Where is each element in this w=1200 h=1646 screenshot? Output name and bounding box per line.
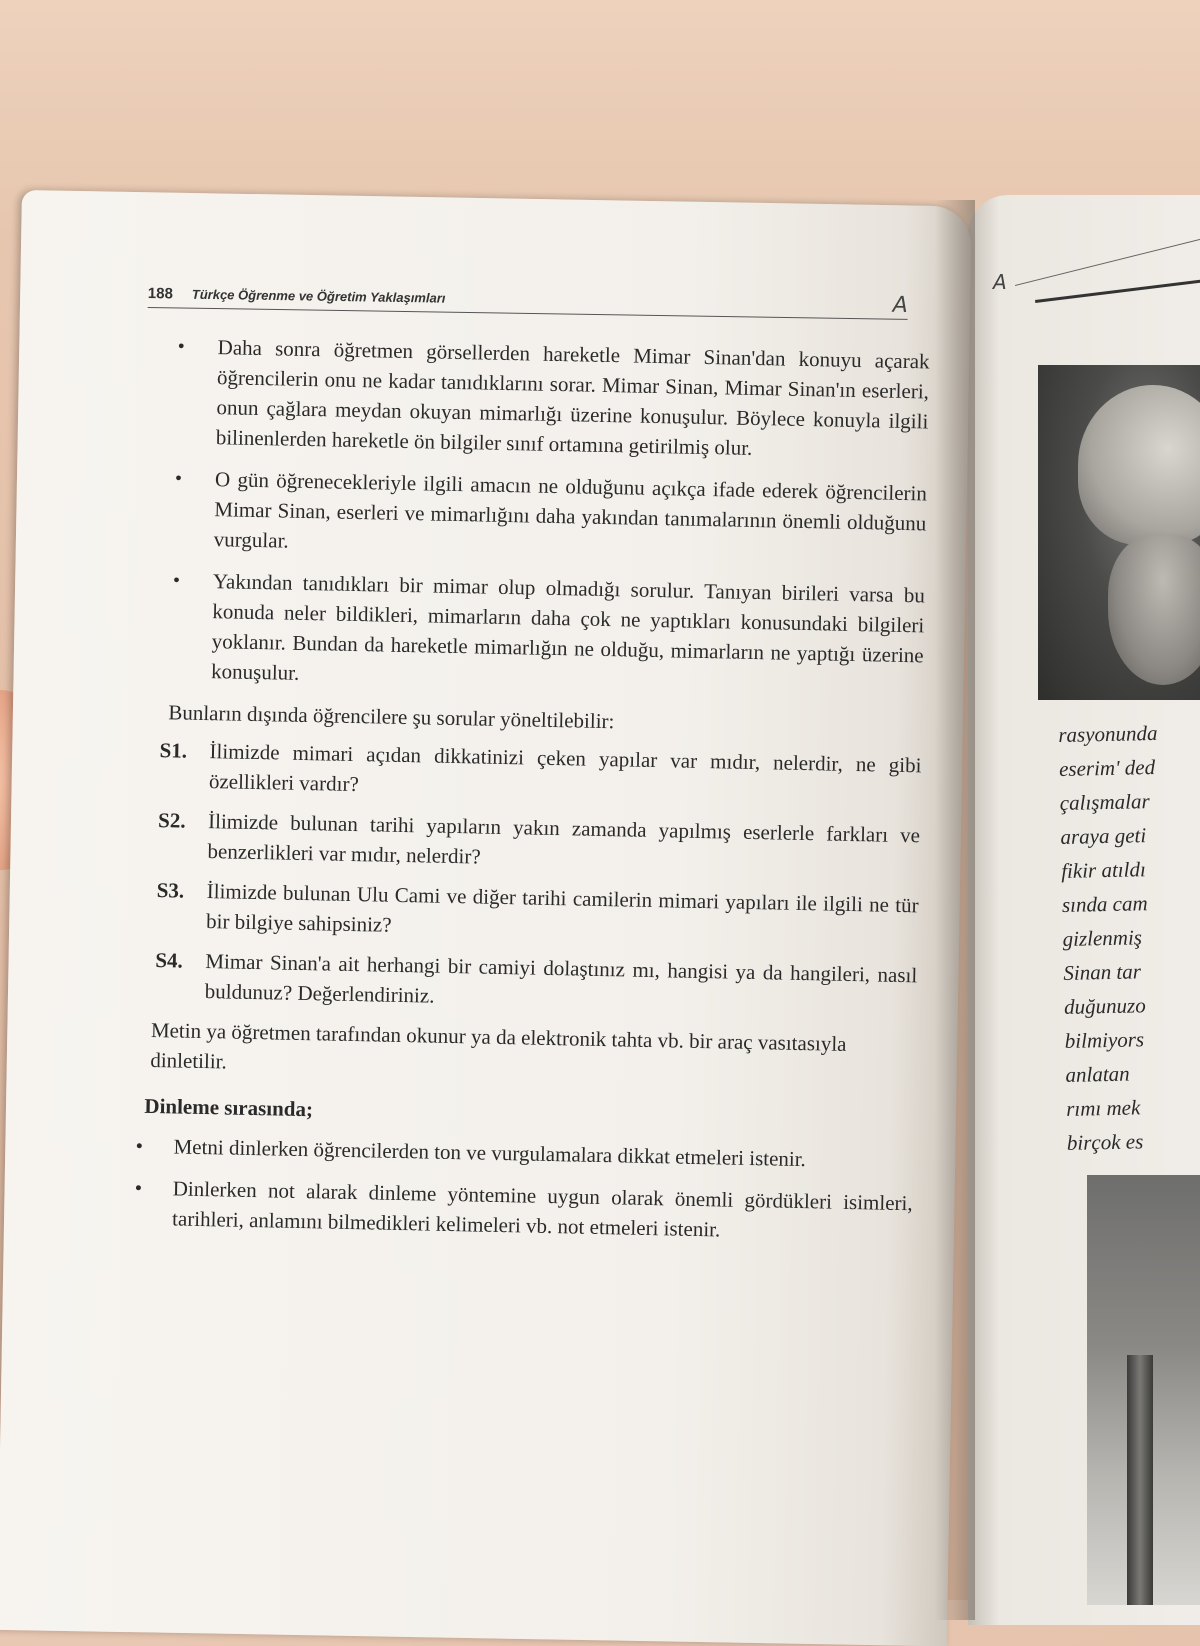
turban	[1078, 385, 1200, 545]
bullet-icon: •	[172, 569, 181, 592]
question-item	[96, 944, 917, 1020]
right-page-text	[1058, 715, 1200, 1160]
mimar-sinan-portrait	[1038, 365, 1200, 700]
text-line: bilmiyors	[1064, 1027, 1145, 1053]
text-line: Sinan tar	[1063, 959, 1142, 985]
minaret	[1127, 1355, 1153, 1605]
text-line: fikir atıldı	[1060, 857, 1147, 883]
bullet-icon: •	[174, 467, 183, 490]
list-item	[93, 1130, 913, 1176]
question-item	[98, 874, 919, 950]
bullet-text: Yakından tanıdıkları bir mimar olup olmadığı sorulur. Tanıyan birileri varsa bu konuda neler bildikleri, mimarların daha çok ne yaptıkları konusundaki bilgileri yoklanır. Bundan da hareketle mimarlığın ne olduğu, mimarların ne yaptığı üzerine konuşulur.	[210, 569, 926, 685]
listening-heading: Dinleme sırasında;	[144, 1093, 314, 1122]
question-text: İlimizde bulunan tarihi yapıların yakın zamanda yapılmış eserlerle farkları ve benzerlikleri var mıdır, nelerdir?	[207, 809, 921, 869]
question-label: S2.	[157, 808, 186, 833]
list-item	[106, 462, 928, 568]
bullet-text: Daha sonra öğretmen görsellerden hareketle Mimar Sinan'dan konuyu açarak öğrencilerin onu ne kadar tanıdıklarını sorar. Mimar Sinan, Mimar Sinan'ın eserleri, onun çağlara meydan okuyan mimarlığı üzerine konuşulur. Böylece konuyla ilgili bilinenlerden hareketle ön bilgiler sınıf ortamına getirilmiş olur.	[215, 335, 930, 460]
question-text: İlimizde bulunan Ulu Cami ve diğer tarihi camilerin mimari yapıları ile ilgili ne tür bir bilgiye sahipsiniz?	[205, 879, 919, 937]
question-item	[99, 804, 920, 880]
bullet-text: Dinlerken not alarak dinleme yöntemine uygun olarak önemli gördükleri isimleri, tarihleri, anlamını bilmedikleri kelimeleri vb. not etmeleri istenir.	[171, 1176, 913, 1242]
bullet-icon: •	[177, 335, 185, 358]
questions-intro: Bunların dışında öğrencilere şu sorular yöneltilebilir:	[168, 700, 615, 734]
bullet-icon: •	[135, 1133, 144, 1158]
page-number: 188	[147, 285, 174, 303]
book-spine-shadow	[935, 200, 975, 1620]
text-line: gizlenmiş	[1062, 925, 1143, 951]
list-item	[108, 330, 930, 466]
question-text: Mimar Sinan'a ait herhangi bir camiyi dolaştınız mı, hangisi ya da hangileri, nasıl buldunuz? Değerlendiriniz.	[204, 949, 918, 1008]
question-label: S1.	[159, 738, 188, 763]
running-title: Türkçe Öğrenme ve Öğretim Yaklaşımları	[191, 286, 446, 306]
text-line: çalışmalar	[1059, 789, 1150, 815]
mosque-photo	[1087, 1175, 1200, 1605]
question-item	[101, 734, 922, 810]
text-line: eserim' ded	[1058, 754, 1156, 781]
reading-paragraph: Metin ya öğretmen tarafından okunur ya da elektronik tahta vb. bir araç vasıtasıyla dinletilir.	[150, 1017, 847, 1074]
publisher-logo-icon: A	[993, 270, 1007, 294]
face	[1108, 535, 1200, 685]
text-line: araya geti	[1060, 823, 1147, 849]
text-line: sında cam	[1061, 891, 1148, 917]
bullet-icon: •	[134, 1175, 143, 1200]
bullet-text: O gün öğrenecekleriyle ilgili amacın ne olduğunu açıkça ifade ederek öğrencilerin Mimar Sinan, eserleri ve mimarlığını daha yakından tanımalarının önemli olduğunu vurgular.	[213, 467, 928, 553]
question-text: İlimizde mimari açıdan dikkatinizi çeken yapılar var mıdır, nelerdir, ne gibi özellikleri vardır?	[208, 739, 922, 797]
publisher-logo-icon: A	[892, 292, 908, 318]
text-line: duğunuzo	[1063, 993, 1146, 1019]
page-body	[92, 330, 930, 1260]
list-item	[92, 1172, 913, 1248]
bullet-text: Metni dinlerken öğrencilerden ton ve vurgulamalara dikkat etmeleri istenir.	[173, 1134, 807, 1172]
text-line: rımı mek	[1065, 1095, 1141, 1121]
question-label: S3.	[156, 878, 185, 903]
text-line: birçok es	[1066, 1129, 1144, 1155]
text-line: anlatan	[1065, 1061, 1130, 1087]
question-label: S4.	[155, 948, 184, 973]
text-line: rasyonunda	[1058, 720, 1158, 747]
list-item	[103, 564, 925, 700]
